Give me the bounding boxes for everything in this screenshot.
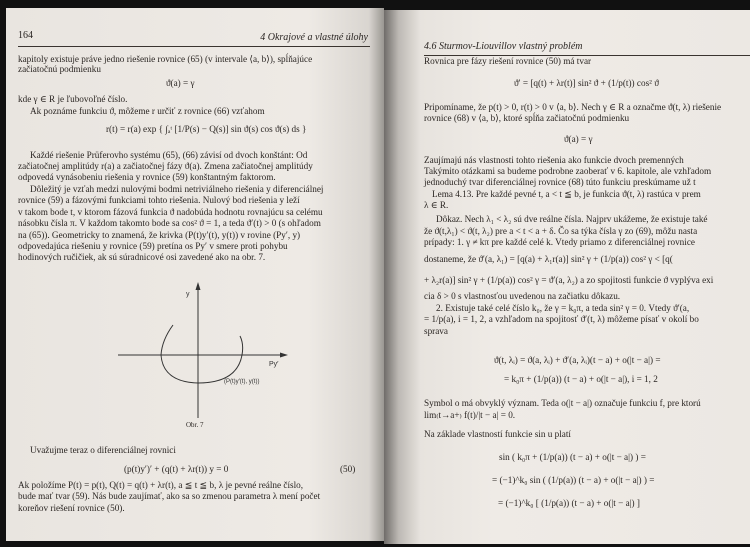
left-text-line: hodinových ručičiek, ak sú súradnicové osi zavedené ako na obr. 7. <box>18 252 266 262</box>
right-text-line: + λ₂r(a)] sin² γ + (1/p(a)) cos² γ = ϑ′(a, λ₂) a zo spojitosti funkcie ϑ vyplýva exi <box>424 275 714 285</box>
right-text-line: Symbol o má obvyklý význam. Teda o(|t − a|) označuje funkciu f, pre ktorú <box>424 398 701 408</box>
right-text-line: = k₀π + (1/p(a)) (t − a) + o(|t − a|), i = 1, 2 <box>504 374 658 384</box>
y-arrow-icon <box>196 282 201 290</box>
right-text-line: = 1/p(a), i = 1, 2, a vzhľadom na spojitosť ϑ′(t, λ) môžeme písať v okolí bo <box>424 314 699 324</box>
left-text-line: začiatočnej amplitúdy r(a) a začiatočnej fázy ϑ(a). Zmena začiatočnej amplitúdy <box>18 161 313 171</box>
page-number: 164 <box>18 30 33 41</box>
running-head: 4 Okrajové a vlastné úlohy <box>260 32 368 43</box>
right-text-line: Pripomíname, že p(t) > 0, r(t) > 0 v ⟨a, b⟩. Nech γ ∈ R a označme ϑ(t, λ) riešenie <box>424 102 722 112</box>
right-text-line: jednoduchý tvar diferenciálnej rovnice (68) túto funkciu preskúmame už t <box>424 177 696 187</box>
right-text-line: rovnice (68) v ⟨a, b⟩, ktoré spĺňa začiatočnú podmienku <box>424 113 630 123</box>
right-text-line: Takýmito otázkami sa budeme podrobne zaoberať v 6. kapitole, ale vzhľadom <box>424 166 712 176</box>
header-rule <box>18 46 370 47</box>
left-text-line: násobku čísla π. V každom takomto bode sa cos² ϑ = 1, a teda ϑ′(t) > 0 (s ohľadom <box>18 218 321 228</box>
left-text-line: na (65)). Geometricky to znamená, že krivka (P(t)y′(t), y(t)) v rovine (Py′, y) <box>18 230 301 240</box>
x-arrow-icon <box>280 353 288 358</box>
right-text-line: 2. Existuje také celé číslo k₀, že γ = k₀π, a teda sin² γ = 0. Vtedy ϑ′(a, <box>436 303 690 313</box>
left-text-line: kde γ ∈ R je ľubovoľné číslo. <box>18 94 128 104</box>
left-text-line: kapitoly existuje práve jedno riešenie rovnice (65) (v intervale ⟨a, b⟩), spĺňajúce <box>18 54 313 64</box>
left-text-line: ϑ(a) = γ <box>166 78 195 88</box>
curve-label: (P(t)y′(t), y(t)) <box>224 379 260 385</box>
left-text-line: r(t) = r(a) exp { ∫ₐᵗ [1/P(s) − Q(s)] sin ϑ(s) cos ϑ(s) ds } <box>106 124 307 134</box>
running-head: 4.6 Sturmov-Liouvillov vlastný problém <box>424 41 583 52</box>
figure-caption: Obr. 7 <box>186 421 204 429</box>
right-text-line: Dôkaz. Nech λ₁ < λ₂ sú dve reálne čísla. Najprv ukážeme, že existuje také <box>436 214 708 224</box>
right-text-line: ϑ(a) = γ <box>564 134 593 144</box>
left-text-line: odpovedá vynásobeniu riešenia y rovnice (59) konštantným faktorom. <box>18 172 276 182</box>
right-text-line: Lema 4.13. Pre každé pevné t, a < t ≦ b, je funkcia ϑ(t, λ) rastúca v prem <box>432 189 701 199</box>
left-text-line: rovnice (59) a fázovými funkciami tohto riešenia. Nulový bod riešenia y leží <box>18 195 300 205</box>
left-page <box>6 8 384 541</box>
left-text-line: Dôležitý je vzťah medzi nulovými bodmi netriviálneho riešenia y diferenciálnej <box>30 184 324 194</box>
right-text-line: prípady: 1. γ ≠ kπ pre každé celé k. Vtedy priamo z diferenciálnej rovnice <box>424 237 695 247</box>
right-text-line: = (−1)^k₀ [ (1/p(a)) (t − a) + o(|t − a|) ] <box>498 498 640 508</box>
phase-curve <box>161 325 243 383</box>
right-page <box>384 10 750 544</box>
right-text-line: Zaujímajú nás vlastnosti tohto riešenia ako funkcie dvoch premenných <box>424 155 684 165</box>
left-text-line: koreňov riešení rovnice (50). <box>18 503 125 513</box>
x-axis-label: Py′ <box>269 361 279 368</box>
left-text-line: odpovedajúca riešeniu y rovnice (59) pretína os Py′ v smere proti pohybu <box>18 241 288 251</box>
right-text-line: Na základe vlastností funkcie sin u platí <box>424 429 571 439</box>
left-text-line: v takom bode t, v ktorom fázová funkcia ϑ nadobúda hodnotu rovnajúcu sa celému <box>18 207 323 217</box>
right-text-line: sprava <box>424 326 448 336</box>
figure-7 <box>106 278 296 428</box>
right-text-line: že ϑ(t,λ₁) < ϑ(t, λ₂) pre a < t < a + δ. Čo sa týka čísla γ zo (69), môžu nasta <box>424 226 698 236</box>
left-text-line: (p(t)y′)′ + (q(t) + λr(t)) y = 0 <box>124 464 229 474</box>
left-text-line: Každé riešenie Prüferovho systému (65), (66) závisí od dvoch konštánt: Od <box>30 150 308 160</box>
right-text-line: cia δ > 0 s vlastnosťou uvedenou na začiatku dôkazu. <box>424 291 621 301</box>
right-text-line: ϑ′ = [q(t) + λr(t)] sin² ϑ + (1/p(t)) cos² ϑ <box>514 78 659 88</box>
right-text-line: dostaneme, že ϑ′(a, λ₁) = [q(a) + λ₁r(a)] sin² γ + (1/p(a)) cos² γ < [q( <box>424 254 673 264</box>
left-text-line: Uvažujme teraz o diferenciálnej rovnici <box>30 445 176 455</box>
left-text-line: Ak poznáme funkciu ϑ, môžeme r určiť z rovnice (66) vzťahom <box>30 106 265 116</box>
left-text-line: Ak položíme P(t) = p(t), Q(t) = q(t) + λr(t), a ≦ t ≦ b, λ je pevné reálne číslo, <box>18 480 304 490</box>
left-text-line: bude mať tvar (59). Nás bude zaujímať, ako sa so zmenou parametra λ mení počet <box>18 491 321 501</box>
left-text-line: (50) <box>340 464 356 474</box>
left-text-line: začiatočnú podmienku <box>18 64 101 74</box>
y-axis-label: y <box>186 291 190 298</box>
right-text-line: lim₍t→a+₎ f(t)/|t − a| = 0. <box>424 410 516 420</box>
right-text-line: ϑ(t, λᵢ) = ϑ(a, λᵢ) + ϑ′(a, λᵢ)(t − a) + o(|t − a|) = <box>494 355 661 365</box>
right-text-line: = (−1)^k₀ sin ( (1/p(a)) (t − a) + o(|t − a|) ) = <box>492 475 655 485</box>
right-text-line: Rovnica pre fázy riešení rovnice (50) má tvar <box>424 56 592 66</box>
right-text-line: λ ∈ R. <box>424 200 449 210</box>
right-text-line: sin ( k₀π + (1/p(a)) (t − a) + o(|t − a|) ) = <box>499 452 646 462</box>
